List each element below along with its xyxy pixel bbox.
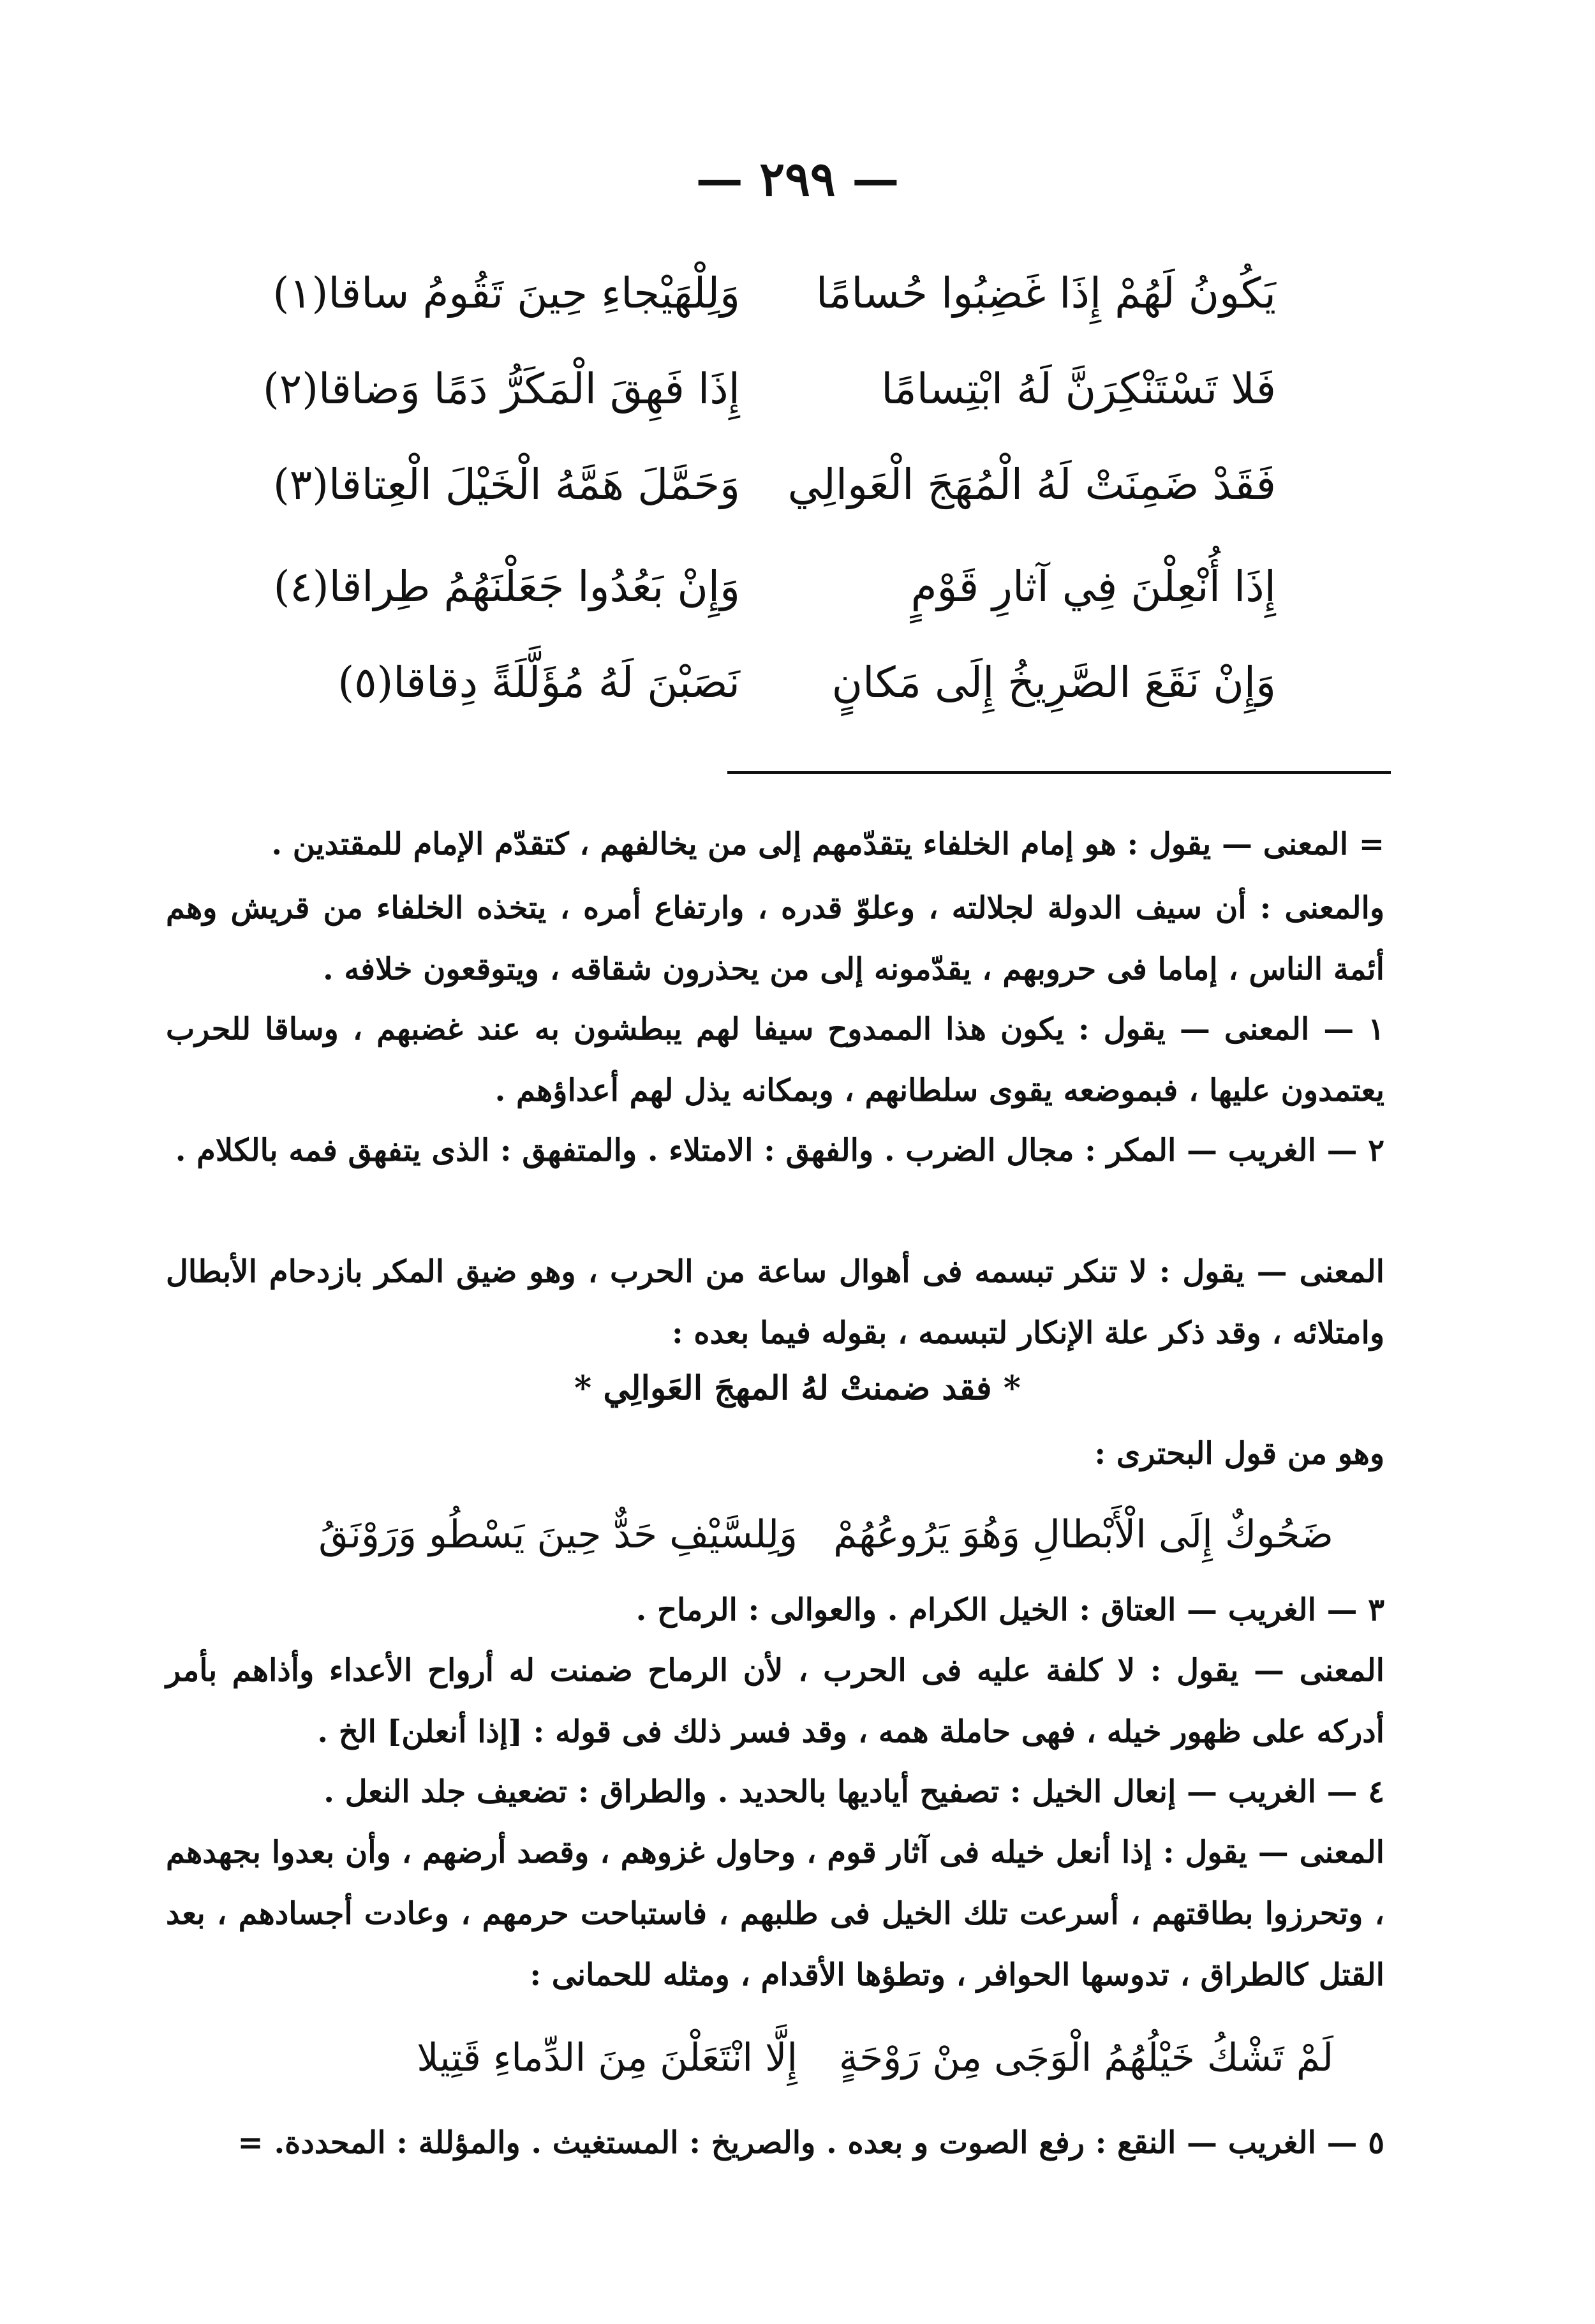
verse-first-hemistich: فَقَدْ ضَمِنَتْ لَهُ الْمُهَجَ الْعَوالِي bbox=[787, 460, 1276, 509]
commentary-paragraph: = المعنى — يقول : هو إمام الخلفاء يتقدّمهم إلى من يخالفهم ، كتقدّم الإمام للمقتدين . bbox=[271, 826, 1384, 862]
commentary-paragraph: المعنى — يقول : لا تنكر تبسمه فى أهوال ساعة من الحرب ، وهو ضيق المكر بازدحام الأبطال وامتلائه ، وقد ذكر علة الإنكار لتبسمه ، بقوله فيما بعده : bbox=[166, 1254, 1384, 1351]
commentary-paragraph: وهو من قول البحترى : bbox=[1094, 1436, 1384, 1471]
quoted-verse-first: لَمْ تَشْكُ خَيْلُهُمُ الْوَجَى مِنْ رَوْحَةٍ bbox=[838, 2036, 1333, 2080]
verse-second-hemistich: وَحَمَّلَ هَمَّهُ الْخَيْلَ الْعِتاقا(٣) bbox=[273, 460, 740, 509]
quoted-verse bbox=[313, 1496, 1333, 1573]
commentary-paragraph: ٢ — الغريب — المكر : مجال الضرب . والفهق : الامتلاء . والمتفهق : الذى يتفهق فمه بالكلام . bbox=[175, 1133, 1384, 1168]
verse-line bbox=[179, 255, 1276, 351]
verse-second-hemistich: وَلِلْهَيْجاءِ حِينَ تَقُومُ ساقا(١) bbox=[272, 269, 740, 318]
verse-first-hemistich: يَكُونُ لَهُمْ إِذَا غَضِبُوا حُسامًا bbox=[815, 269, 1276, 318]
verse-second-hemistich: إِذَا فَهِقَ الْمَكَرُّ دَمًا وَضاقا(٢) bbox=[263, 364, 740, 413]
verse-second-hemistich: نَصَبْنَ لَهُ مُؤَلَّلَةً دِقاقا(٥) bbox=[338, 658, 740, 707]
commentary-paragraph: ١ — المعنى — يقول : يكون هذا الممدوح سيفا لهم يبطشون به عند غضبهم ، وساقا للحرب يعتمدون عليها ، فبموضعه يقوى سلطانهم ، وبمكانه يذل لهم أعداؤهم . bbox=[166, 1011, 1384, 1108]
verse-first-hemistich: إِذَا أُنْعِلْنَ فِي آثارِ قَوْمٍ bbox=[910, 562, 1276, 611]
commentary-paragraph: ٤ — الغريب — إنعال الخيل : تصفيح أياديها بالحديد . والطراق : تضعيف جلد النعل . bbox=[323, 1774, 1384, 1810]
quoted-verse-second: وَلِلسَّيْفِ حَدٌّ حِينَ يَسْطُو وَرَوْنَقُ bbox=[318, 1512, 798, 1557]
commentary-paragraph: المعنى — يقول : لا كلفة عليه فى الحرب ، لأن الرماح ضمنت له أرواح الأعداء وأذاهم بأمر أدركه على ظهور خيله ، فهى حاملة همه ، وقد فسر ذلك فى قوله : [إذا أنعلن] الخ . bbox=[166, 1653, 1384, 1750]
quoted-verse bbox=[313, 2020, 1333, 2096]
commentary-paragraph: ٥ — الغريب — النقع : رفع الصوت و بعده . والصريخ : المستغيث . والمؤللة : المحددة. = bbox=[237, 2125, 1384, 2161]
commentary-paragraph: ٣ — الغريب — العتاق : الخيل الكرام . والعوالى : الرماح . bbox=[635, 1592, 1384, 1628]
verse-second-hemistich: وَإِنْ بَعُدُوا جَعَلْنَهُمُ طِراقا(٤) bbox=[273, 562, 740, 611]
verse-line bbox=[179, 644, 1276, 740]
quoted-verse-first: ضَحُوكٌ إِلَى الْأَبْطالِ وَهُوَ يَرُوعُهُمْ bbox=[833, 1512, 1333, 1557]
verse-first-hemistich: وَإِنْ نَقَعَ الصَّرِيخُ إِلَى مَكانٍ bbox=[831, 658, 1276, 707]
commentary-paragraph: والمعنى : أن سيف الدولة لجلالته ، وعلوّ قدره ، وارتفاع أمره ، يتخذه الخلفاء من قريش وهم أئمة الناس ، إماما فى حروبهم ، يقدّمونه إلى من يحذرون شقاقه ، ويتوقعون خلافه . bbox=[166, 890, 1384, 987]
verse-line bbox=[179, 549, 1276, 644]
page-number: — ٢٩٩ — bbox=[695, 152, 900, 207]
quoted-verse-second: إِلَّا انْتَعَلْنَ مِنَ الدِّماءِ قَتِيلا bbox=[417, 2036, 798, 2080]
commentary-paragraph: المعنى — يقول : إذا أنعل خيله فى آثار قوم ، وحاول غزوهم ، وقصد أرضهم ، وأن بعدوا بجهدهم ، وتحرزوا بطاقتهم ، أسرعت تلك الخيل فى طلبهم ، فاستباحت حرمهم ، وعادت أجسادهم ، بعد القتل كالطراق ، تدوسها الحوافر ، وتطؤها الأقدام ، ومثله للحمانى : bbox=[166, 1835, 1385, 1993]
verse-line bbox=[179, 447, 1276, 542]
footnote-separator bbox=[727, 771, 1391, 774]
quoted-hemistich: * فقد ضمنتْ لهُ المهجَ العَوالِي * bbox=[574, 1369, 1021, 1408]
verse-line bbox=[179, 351, 1276, 447]
verse-first-hemistich: فَلا تَسْتَنْكِرَنَّ لَهُ ابْتِسامًا bbox=[881, 364, 1276, 413]
